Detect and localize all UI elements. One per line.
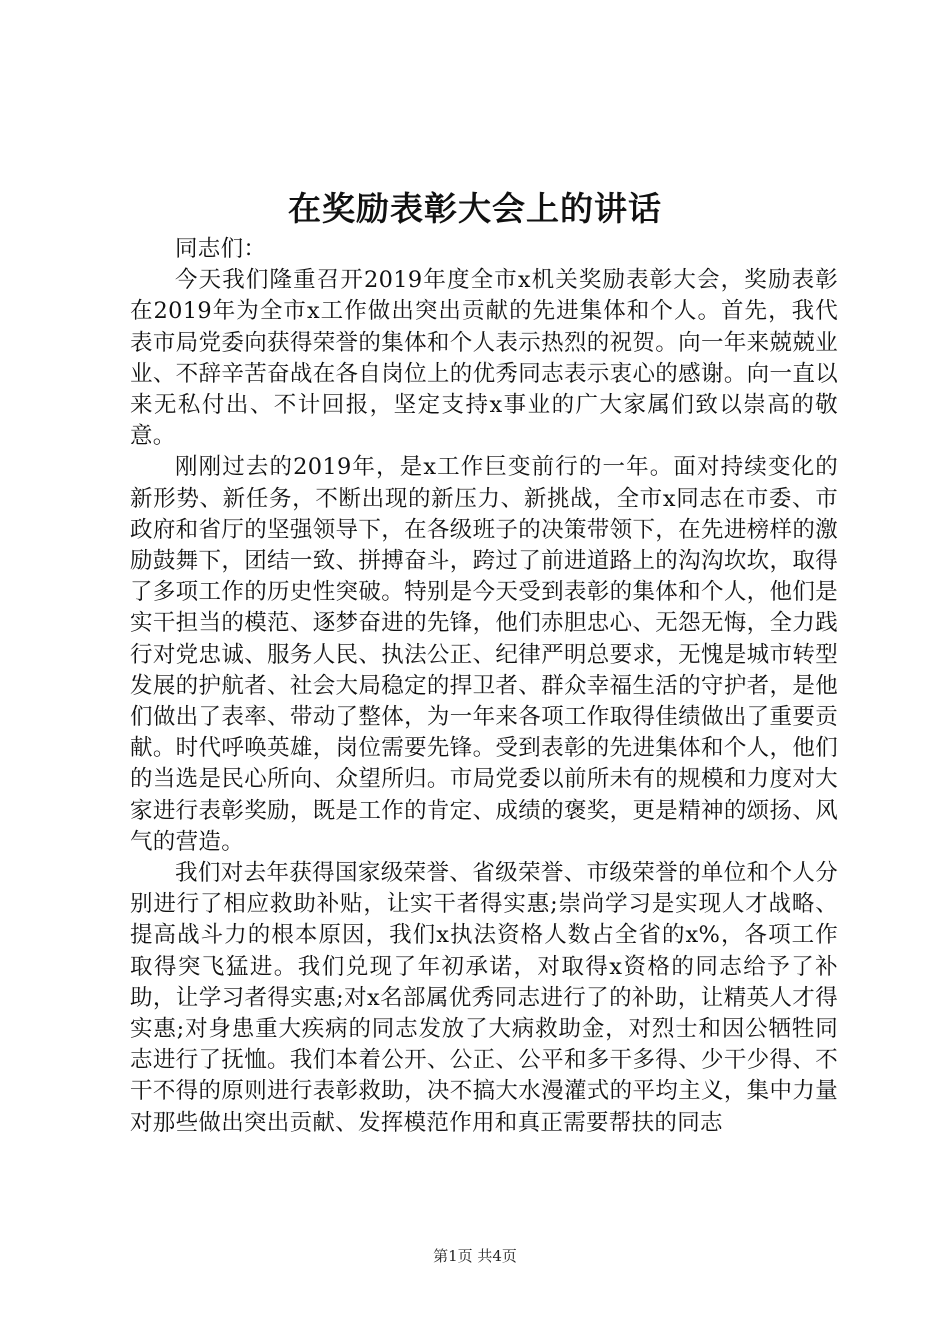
document-title: 在奖励表彰大会上的讲话 (288, 189, 662, 228)
page-number: 第1页 共4页 (433, 1247, 517, 1265)
body-paragraph: 今天我们隆重召开2019年度全市x机关奖励表彰大会，奖励表彰在2019年为全市x工作做出突出贡献的先进集体和个人。首先，我代表市局党委向获得荣誉的集体和个人表示热烈的祝贺。向一年来兢兢业业、不辞辛苦奋战在各自岗位上的优秀同志表示衷心的感谢。向一直以来无私付出、不计回报，坚定支持x事业的广大家属们致以崇高的敬意。 (130, 267, 838, 450)
body-paragraph: 我们对去年获得国家级荣誉、省级荣誉、市级荣誉的单位和个人分别进行了相应救助补贴，让实干者得实惠;崇尚学习是实现人才战略、提高战斗力的根本原因，我们x执法资格人数占全省的x%，各项工作取得突飞猛进。我们兑现了年初承诺，对取得x资格的同志给予了补助，让学习者得实惠;对x名部属优秀同志进行了的补助，让精英人才得实惠;对身患重大疾病的同志发放了大病救助金，对烈士和因公牺牲同志进行了抚恤。我们本着公开、公正、公平和多干多得、少干少得、不干不得的原则进行表彰救助，决不搞大水漫灌式的平均主义，集中力量对那些做出突出贡献、发挥模范作用和真正需要帮扶的同志 (130, 860, 838, 1136)
salutation: 同志们： (175, 236, 267, 262)
body-paragraph: 刚刚过去的2019年，是x工作巨变前行的一年。面对持续变化的新形势、新任务，不断出现的新压力、新挑战，全市x同志在市委、市政府和省厅的坚强领导下，在各级班子的决策带领下，在先进榜样的激励鼓舞下，团结一致、拼搏奋斗，跨过了前进道路上的沟沟坎坎，取得了多项工作的历史性突破。特别是今天受到表彰的集体和个人，他们是实干担当的模范、逐梦奋进的先锋，他们赤胆忠心、无怨无悔，全力践行对党忠诚、服务人民、执法公正、纪律严明总要求，无愧是城市转型发展的护航者、社会大局稳定的捍卫者、群众幸福生活的守护者，是他们做出了表率、带动了整体，为一年来各项工作取得佳绩做出了重要贡献。时代呼唤英雄，岗位需要先锋。受到表彰的先进集体和个人，他们的当选是民心所向、众望所归。市局党委以前所未有的规模和力度对大家进行表彰奖励，既是工作的肯定、成绩的褒奖，更是精神的颂扬、风气的营造。 (130, 454, 838, 855)
document-body (130, 234, 838, 1139)
